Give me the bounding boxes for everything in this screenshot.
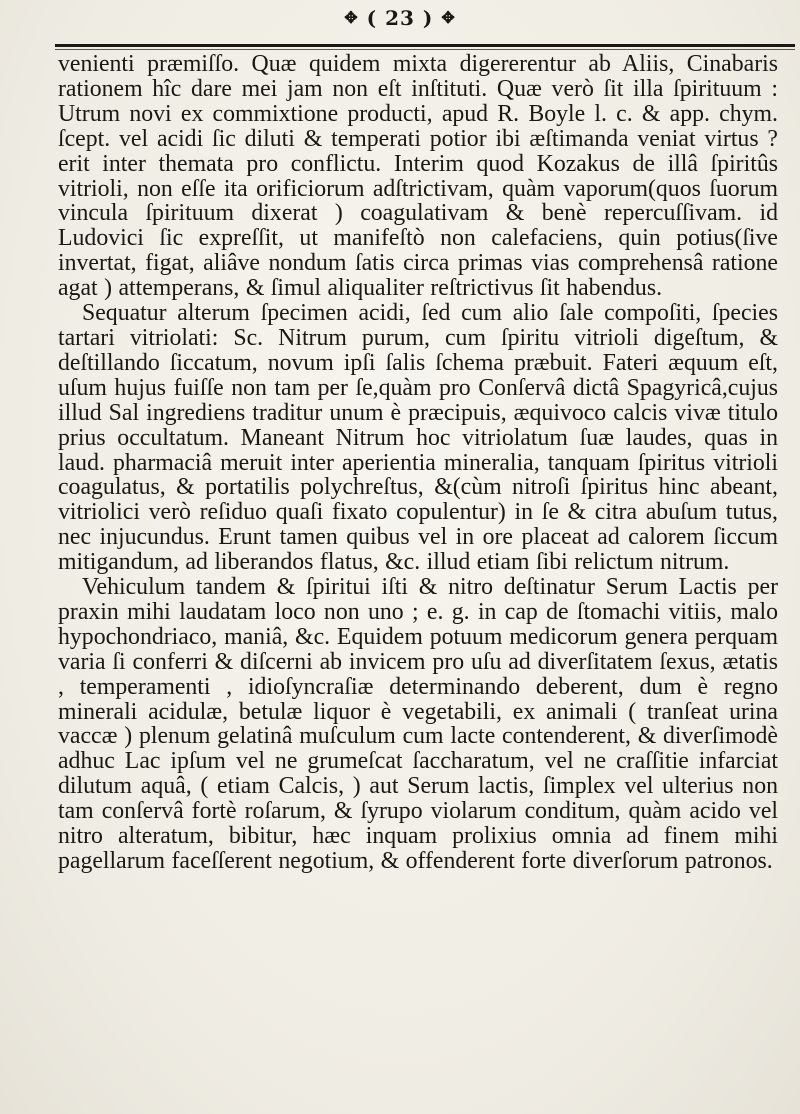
- header-rule: [55, 44, 795, 47]
- page-number: ( 23 ): [366, 6, 434, 30]
- body-text: [58, 52, 778, 874]
- paragraph-3: Vehiculum tandem & ſpiritui iſti & nitro deſtinatur Serum Lactis per praxin mihi laudatam loco non uno ; e. g. in cap de ſtomachi vitiis, malo hypochondriaco, maniâ, &c. Equidem potuum medicorum genera perquam varia ſi conferri & diſcerni ab invicem pro uſu ad diverſitatem ſexus, ætatis , temperamenti , idioſyncraſiæ determinando deberent, dum è regno minerali acidulæ, betulæ liquor è vegetabili, ex animali ( tranſeat urina vaccæ ) plenum gelatinâ muſculum cum lacte contenderent, & diverſimodè adhuc Lac ipſum vel ne grumeſcat ſaccharatum, vel ne craſſitie infarciat dilutum aquâ, ( etiam Calcis, ) aut Serum lactis, ſimplex vel ulterius non tam conſervâ fortè roſarum, & ſyrupo violarum conditum, quàm acido vel nitro alteratum, bibitur, hæc inquam prolixius omnia ad finem mihi pagellarum faceſſerent negotium, & offenderent forte diverſorum patronos.: [58, 574, 778, 874]
- paragraph-2: Sequatur alterum ſpecimen acidi, ſed cum alio ſale compoſiti, ſpecies tartari vitriolati: Sc. Nitrum purum, cum ſpiritu vitrioli digeſtum, & deſtillando ſiccatum, novum ipſi ſalis ſchema præbuit. Fateri æquum eſt, uſum hujus fuiſſe non tam per ſe,quàm pro Conſervâ dictâ Spagyricâ,cujus illud Sal ingrediens traditur unum è præcipuis, æquivoco calcis vivæ titulo prius occultatum. Maneant Nitrum hoc vitriolatum ſuæ laudes, quas in laud. pharmaciâ meruit inter aperientia mineralia, tanquam ſpiritus vitrioli coagulatus, & portatilis polychreſtus, &(cùm nitroſi ſpiritus hinc abeant, vitriolici verò reſiduo quaſi fixato copulentur) in ſe & citra abuſum tutus, nec injucundus. Erunt tamen quibus vel in ore placeat ad calorem ſiccum mitigandum, ad liberandos flatus, &c. illud etiam ſibi relictum nitrum.: [58, 300, 778, 576]
- running-header: [0, 6, 800, 30]
- ornament-left-icon: ✥: [344, 8, 359, 27]
- header-rule-thin: [55, 49, 795, 50]
- ornament-right-icon: ✥: [441, 8, 456, 27]
- paragraph-1: venienti præmiſſo. Quæ quidem mixta digererentur ab Aliis, Cinabaris rationem hîc dare mei jam non eſt inſtituti. Quæ verò ſit illa ſpirituum : Utrum novi ex commixtione producti, apud R. Boyle l. c. & app. chym. ſcept. vel acidi ſic diluti & temperati potior ibi æſtimanda veniat virtus ? erit inter themata pro conflictu. Interim quod Kozakus de illâ ſpiritûs vitrioli, non eſſe ita orificiorum adſtrictivam, quàm vaporum(quos ſuorum vincula ſpirituum dixerat ) coagulativam & benè repercuſſivam. id Ludovici ſic expreſſit, ut manifeſtò non calefaciens, quin potius(ſive invertat, figat, aliâve nondum ſatis circa primas vias comprehensâ ratione agat ) attemperans, & ſimul aliqualiter reſtrictivus ſit habendus.: [58, 51, 778, 302]
